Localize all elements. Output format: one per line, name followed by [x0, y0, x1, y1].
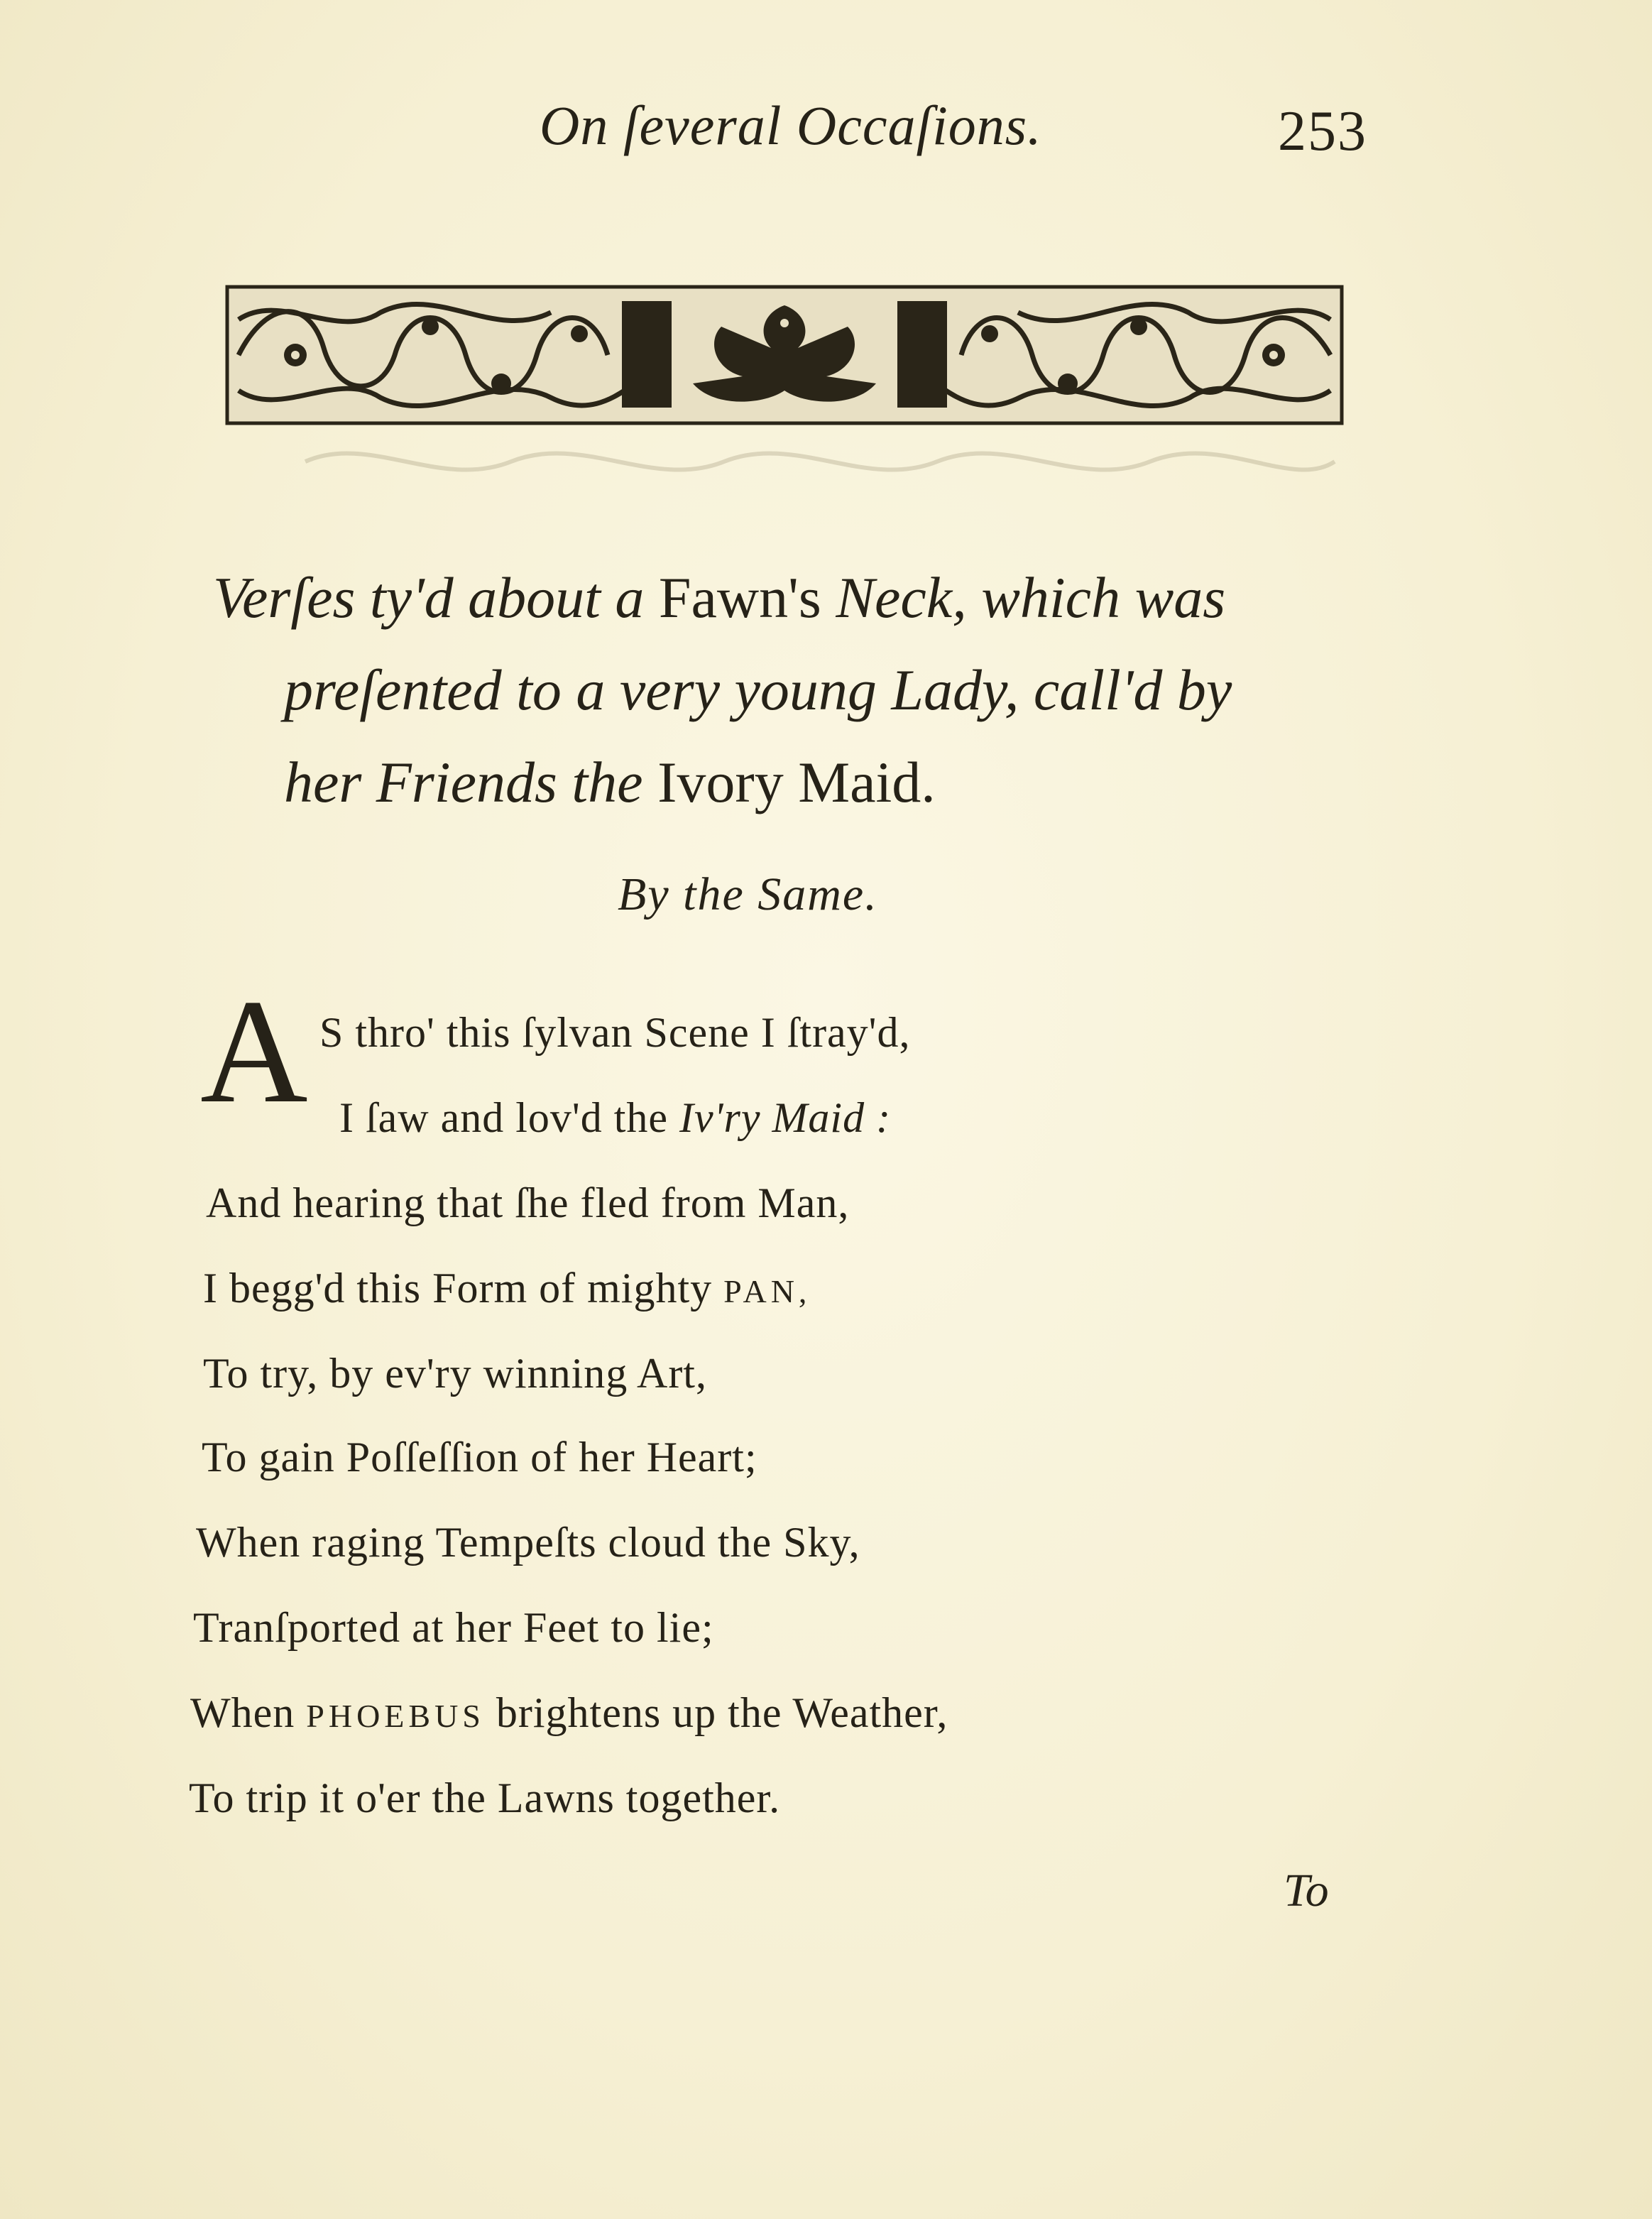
verse-line: I begg'd this Form of mighty PAN,	[203, 1265, 811, 1312]
verse-line: To try, by ev'ry winning Art,	[203, 1350, 707, 1397]
verse-line: And hearing that ſhe fled from Man,	[206, 1179, 850, 1226]
poem-title-line-1: Verſes ty'd about a Fawn's Neck, which was	[213, 565, 1226, 630]
verse-line: To gain Poſſeſſion of her Heart;	[202, 1434, 757, 1481]
headpiece-offset-ghost	[298, 426, 1342, 504]
ornamental-headpiece	[224, 284, 1345, 426]
verse-line: Tranſported at her Feet to lie;	[193, 1604, 714, 1651]
page-number: 253	[1278, 100, 1367, 163]
verse-line: To trip it o'er the Lawns together.	[189, 1774, 781, 1821]
verse-line: When raging Tempeſts cloud the Sky,	[196, 1519, 860, 1566]
verse-line: S thro' this ſylvan Scene I ſtray'd,	[319, 1009, 911, 1056]
drop-cap: A	[200, 969, 308, 1134]
verse-line: I ſaw and lov'd the Iv'ry Maid :	[339, 1094, 892, 1141]
poem-title-line-2: preſented to a very young Lady, call'd by	[284, 658, 1232, 722]
byline: By the Same.	[618, 868, 878, 920]
running-title: On ſeveral Occaſions.	[540, 94, 1042, 156]
catchword: To	[1284, 1865, 1329, 1917]
poem-title-line-3: her Friends the Ivory Maid.	[284, 750, 936, 814]
verse-line: When PHOEBUS brightens up the Weather,	[190, 1689, 948, 1736]
